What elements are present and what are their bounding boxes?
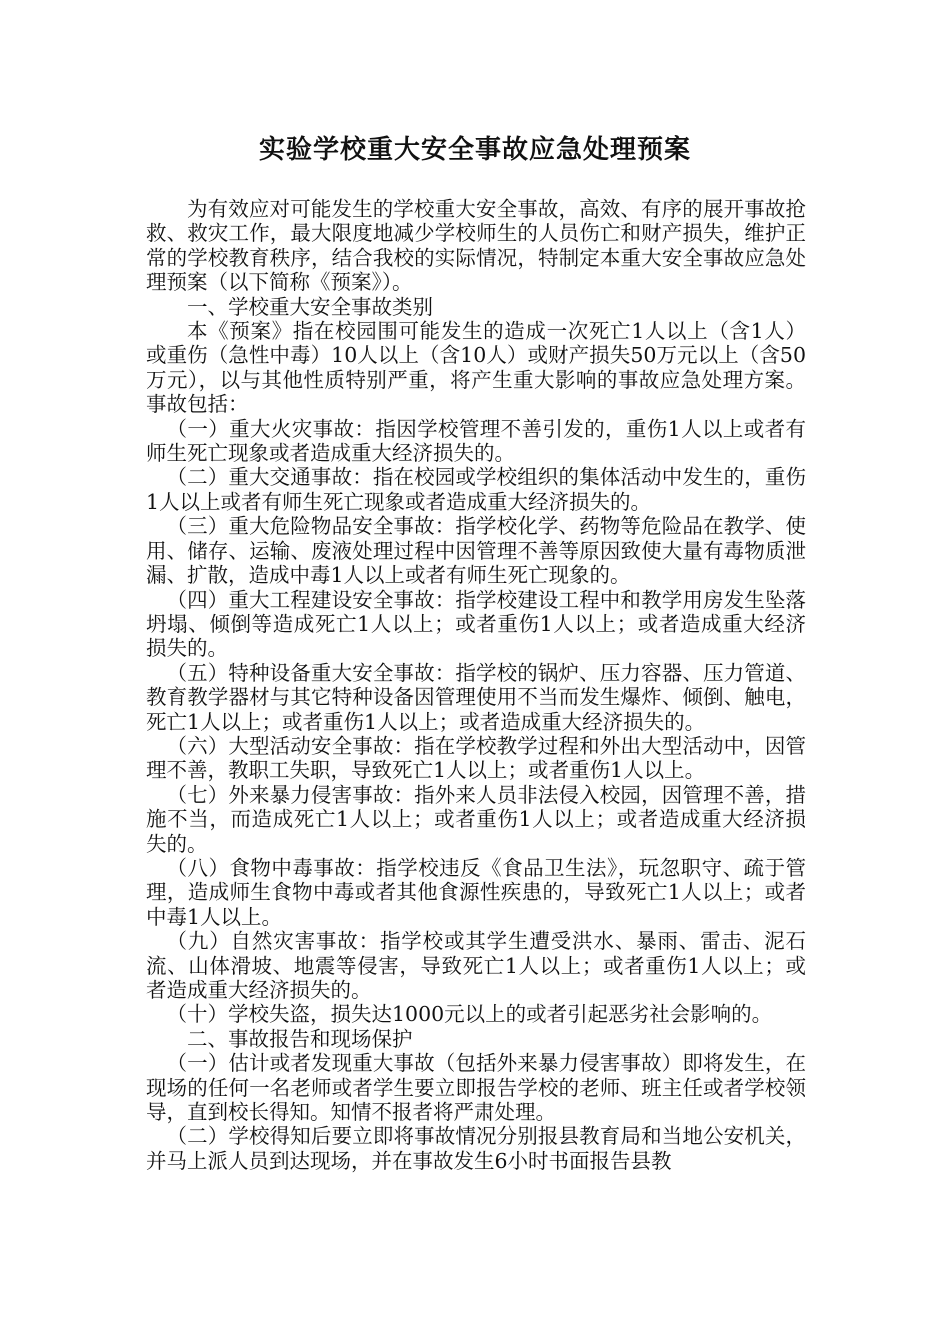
- category-natural-disaster: （九）自然灾害事故：指学校或其学生遭受洪水、暴雨、雷击、泥石流、山体滑坡、地震等侵害，导致死亡1人以上；或者重伤1人以上；或者造成重大经济损失的。: [146, 929, 806, 1002]
- document-body: [146, 197, 806, 1173]
- section-heading-reporting: 二、事故报告和现场保护: [187, 1026, 413, 1051]
- reporting-step-1: （一）估计或者发现重大事故（包括外来暴力侵害事故）即将发生，在现场的任何一名老师或者学生要立即报告学校的老师、班主任或者学校领导，直到校长得知。知情不报者将严肃处理。: [146, 1051, 806, 1125]
- scope-paragraph: 本《预案》指在校园围可能发生的造成一次死亡1人以上（含1人）或重伤（急性中毒）10人以上（含10人）或财产损失50万元以上（含50万元），以与其他性质特别严重，将产生重大影响的事故应急处理方案。事故包括：: [146, 319, 806, 417]
- section-heading-accident-categories: 一、学校重大安全事故类别: [187, 294, 433, 319]
- category-theft: （十）学校失盗，损失达1000元以上的或者引起恶劣社会影响的。: [166, 1002, 773, 1027]
- category-special-equipment: （五）特种设备重大安全事故：指学校的锅炉、压力容器、压力管道、教育教学器材与其它特种设备因管理使用不当而发生爆炸、倾倒、触电，死亡1人以上；或者重伤1人以上；或者造成重大经济损失的。: [146, 660, 806, 734]
- intro-paragraph: 为有效应对可能发生的学校重大安全事故，高效、有序的展开事故抢救、救灾工作，最大限度地减少学校师生的人员伤亡和财产损失，维护正常的学校教育秩序，结合我校的实际情况，特制定本重大安全事故应急处理预案（以下简称《预案》）。: [146, 197, 806, 295]
- category-large-events: （六）大型活动安全事故：指在学校教学过程和外出大型活动中，因管理不善，教职工失职，导致死亡1人以上；或者重伤1人以上。: [146, 733, 806, 783]
- category-external-violence: （七）外来暴力侵害事故：指外来人员非法侵入校园，因管理不善，措施不当，而造成死亡1人以上；或者重伤1人以上；或者造成重大经济损失的。: [146, 782, 806, 856]
- category-food-poisoning: （八）食物中毒事故：指学校违反《食品卫生法》，玩忽职守、疏于管理，造成师生食物中毒或者其他食源性疾患的，导致死亡1人以上；或者中毒1人以上。: [146, 855, 806, 929]
- category-construction: （四）重大工程建设安全事故：指学校建设工程中和教学用房发生坠落坍塌、倾倒等造成死亡1人以上；或者重伤1人以上；或者造成重大经济损失的。: [146, 587, 806, 661]
- category-fire: （一）重大火灾事故：指因学校管理不善引发的，重伤1人以上或者有师生死亡现象或者造成重大经济损失的。: [146, 416, 806, 466]
- category-traffic: （二）重大交通事故：指在校园或学校组织的集体活动中发生的，重伤1人以上或者有师生死亡现象或者造成重大经济损失的。: [146, 465, 806, 514]
- category-hazardous-materials: （三）重大危险物品安全事故：指学校化学、药物等危险品在教学、使用、储存、运输、废液处理过程中因管理不善等原因致使大量有毒物质泄漏、扩散，造成中毒1人以上或者有师生死亡现象的。: [146, 514, 806, 588]
- document-title: 实验学校重大安全事故应急处理预案: [258, 135, 691, 165]
- reporting-step-2: （二）学校得知后要立即将事故情况分别报县教育局和当地公安机关，并马上派人员到达现场，并在事故发生6小时书面报告县教: [146, 1124, 806, 1173]
